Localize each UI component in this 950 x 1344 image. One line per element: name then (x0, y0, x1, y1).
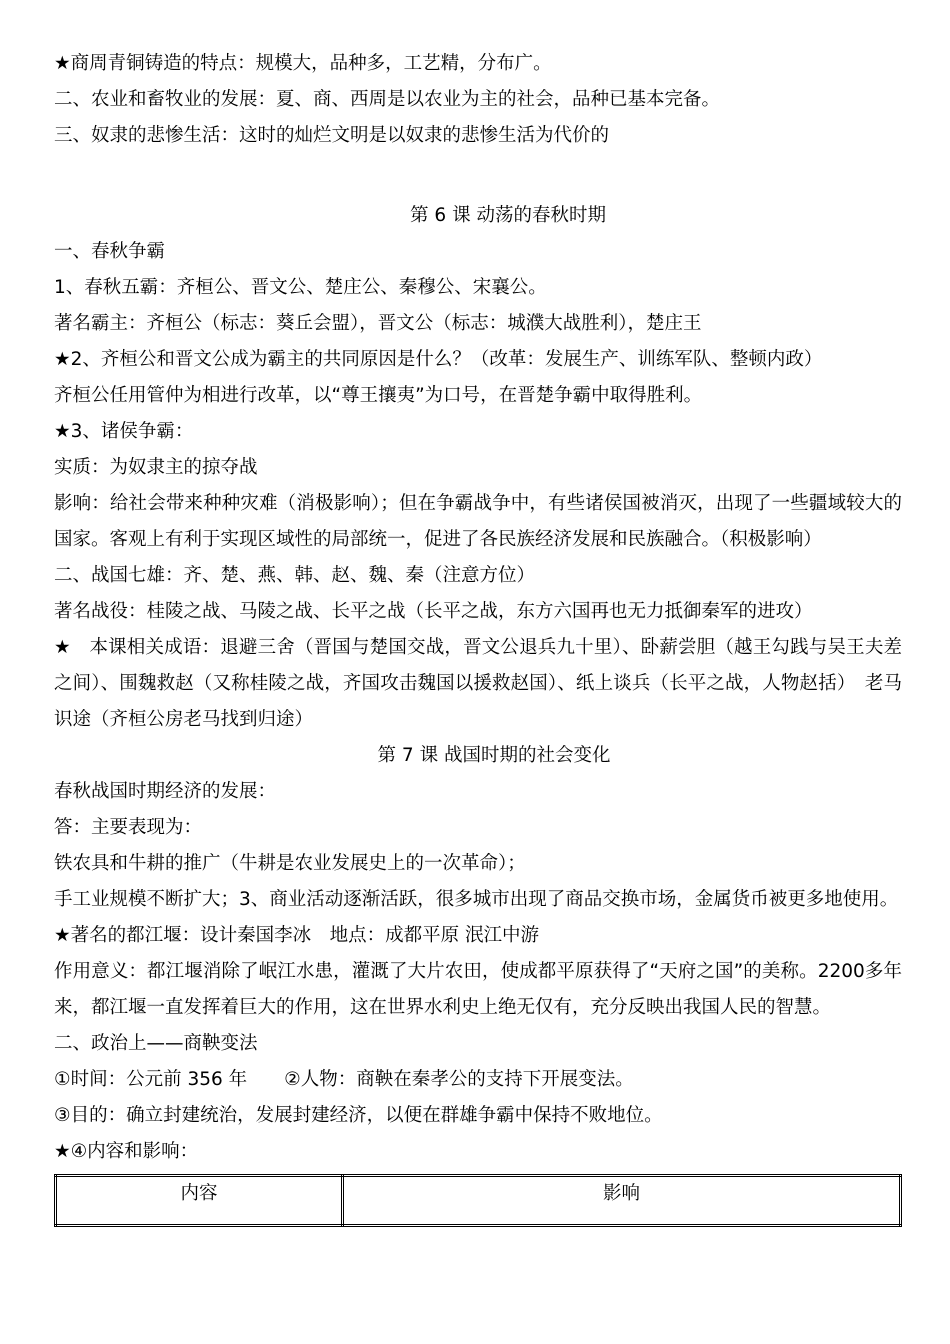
lesson7-title: 第 7 课 战国时期的社会变化 (377, 745, 611, 766)
text-line: 二、战国七雄：齐、楚、燕、韩、赵、魏、秦（注意方位） (54, 565, 536, 586)
paragraph-idioms: ★ 本课相关成语：退避三舍（晋国与楚国交战，晋文公退兵九十里）、卧薪尝胆（越王勾践与吴王夫差之间）、围魏救赵（又称桂陵之战，齐国攻击魏国以援救赵国）、纸上谈兵（长平之战，人物赵括） 老马识途（齐桓公房老马找到归途） (54, 637, 902, 730)
text-line: 实质：为奴隶主的掠夺战 (54, 457, 258, 478)
reform-table (54, 1174, 902, 1227)
text-line: 答：主要表现为： (54, 817, 203, 838)
table-header-content: 内容 (56, 1176, 343, 1226)
text-line: 春秋战国时期经济的发展： (54, 781, 277, 802)
text-line: ★3、诸侯争霸： (54, 421, 194, 442)
text-line: ★④内容和影响： (54, 1141, 199, 1162)
table-header-influence: 影响 (343, 1176, 901, 1226)
paragraph-handicraft: 手工业规模不断扩大；3、商业活动逐渐活跃，很多城市出现了商品交换市场，金属货币被更多地使用。 (54, 889, 899, 910)
text-line: 铁农具和牛耕的推广（牛耕是农业发展史上的一次革命）； (54, 853, 526, 874)
lesson6-title: 第 6 课 动荡的春秋时期 (410, 205, 606, 226)
text-line: 1、春秋五霸：齐桓公、晋文公、楚庄公、秦穆公、宋襄公。 (54, 277, 547, 298)
spacer (54, 154, 902, 198)
text-line: ①时间：公元前 356 年 ②人物：商鞅在秦孝公的支持下开展变法。 (54, 1069, 634, 1090)
text-line: ★商周青铜铸造的特点：规模大，品种多，工艺精，分布广。 (54, 53, 552, 74)
text-line: 著名霸主：齐桓公（标志：葵丘会盟），晋文公（标志：城濮大战胜利），楚庄王 (54, 313, 702, 334)
text-line: 二、农业和畜牧业的发展：夏、商、西周是以农业为主的社会，品种已基本完备。 (54, 89, 721, 110)
text-line: 齐桓公任用管仲为相进行改革，以“尊王攘夷”为口号，在晋楚争霸中取得胜利。 (54, 385, 703, 406)
paragraph-significance: 作用意义：都江堰消除了岷江水患，灌溉了大片农田，使成都平原获得了“天府之国”的美称。2200多年来，都江堰一直发挥着巨大的作用，这在世界水利史上绝无仅有，充分反映出我国人民的智慧。 (54, 961, 902, 1018)
text-line: 一、春秋争霸 (54, 241, 166, 262)
document-page (54, 46, 902, 1227)
text-line: 著名战役：桂陵之战、马陵之战、长平之战（长平之战，东方六国再也无力抵御秦军的进攻） (54, 601, 813, 622)
text-line: 二、政治上——商鞅变法 (54, 1033, 258, 1054)
text-line: 三、奴隶的悲惨生活：这时的灿烂文明是以奴隶的悲惨生活为代价的 (54, 125, 610, 146)
table-header-row (56, 1176, 901, 1226)
paragraph-influence: 影响：给社会带来种种灾难（消极影响）；但在争霸战争中，有些诸侯国被消灭，出现了一些疆域较大的国家。客观上有利于实现区域性的局部统一，促进了各民族经济发展和民族融合。（积极影响） (54, 493, 902, 550)
text-line: ★著名的都江堰：设计秦国李冰 地点：成都平原 泯江中游 (54, 925, 539, 946)
text-line: ★2、齐桓公和晋文公成为霸主的共同原因是什么？（改革：发展生产、训练军队、整顿内政） (54, 349, 823, 370)
text-line: ③目的：确立封建统治，发展封建经济，以便在群雄争霸中保持不败地位。 (54, 1105, 663, 1126)
